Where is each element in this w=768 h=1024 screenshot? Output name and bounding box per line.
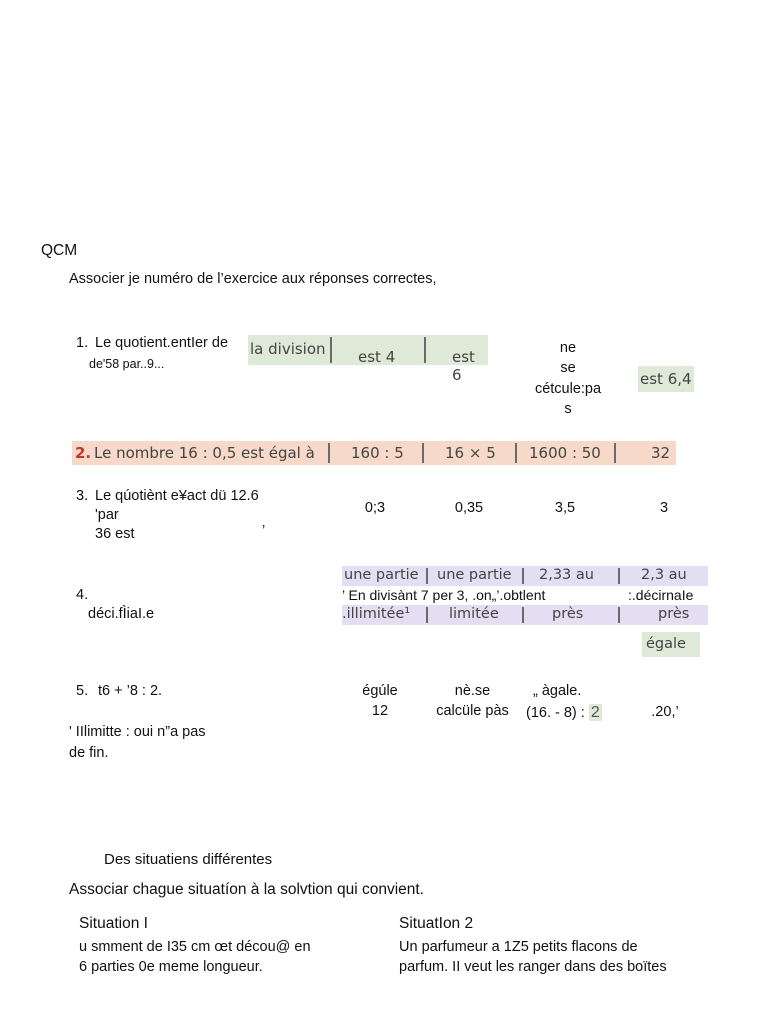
q2-answer-1: 160 : 5 [351, 444, 404, 462]
footnote-line1: ' IIlimitte : oui n”a pas [69, 724, 206, 740]
q5-number: 5. [76, 683, 89, 699]
situation-2-line2: parfum. II veut les ranger dans des boïtes [399, 959, 667, 975]
q2-answer-4: 32 [651, 444, 671, 462]
q4-overlay-text: ’ En divisànt 7 per 3, .on„’.obtlent [342, 587, 546, 603]
situation-1-line2: 6 parties 0e meme longueur. [79, 959, 263, 975]
q4-bottom-4: près [658, 606, 690, 622]
q4-extra-box [642, 632, 700, 657]
q3-answer-3: 3,5 [554, 500, 576, 516]
q1-answer-4: est 6,4 [640, 370, 692, 388]
q1-answer-3-line: cétcule:pa [534, 380, 602, 397]
q1-text-line1: Le quotient.entIer de [95, 335, 229, 351]
q4-top-4: 2,3 au [641, 567, 687, 583]
q1-answer-3-line: s [564, 400, 572, 417]
q3-mark: ’ [262, 523, 266, 539]
situation-2-line1: Un parfumeur a 1Z5 petits flacons de [399, 939, 638, 955]
q5-answer-2-line1: nè.se [454, 683, 491, 699]
q5-answer-3-line1: „ àgale. [533, 683, 582, 699]
q4-top-2: une partie [437, 567, 512, 583]
q4-top-3: 2,33 au [539, 567, 594, 583]
situation-1-line1: u smment de I35 cm œt décou@ en [79, 939, 311, 955]
q4-separator [426, 568, 428, 584]
q5-answer-3-digit: 2 [590, 703, 600, 721]
q1-scan-strip [248, 335, 488, 384]
q5-answer-1 [340, 682, 420, 721]
q5-answer-2-line2: calcüle pàs [436, 702, 509, 719]
situations-title: Des situatiens différentes [104, 851, 273, 868]
q2-answer-3: 1600 : 50 [529, 444, 601, 462]
q4-separator [618, 568, 620, 584]
situations-instruction: Associar chague situatíon à la solvtion qui convient. [69, 881, 424, 898]
q3-text-line1: Le qúotiènt e¥act dü 12.6 [95, 488, 259, 504]
q2-separator [422, 443, 424, 463]
q4-bottom-2: limitée [449, 606, 499, 622]
q4-separator [426, 607, 428, 623]
q3-answer-2: 0,35 [454, 500, 484, 516]
q4-separator [618, 607, 620, 623]
qcm-title: QCM [41, 242, 78, 259]
q5-answer-4: .20,’ [651, 704, 679, 720]
q4-top-strip [342, 566, 708, 586]
qcm-instruction: Associer je numéro de l’exercice aux réponses correctes, [69, 271, 437, 287]
q1-answer-3 [522, 338, 614, 419]
q4-separator [522, 607, 524, 623]
footnote-line2: de fin. [69, 745, 109, 761]
q1-answer-3-line: se [560, 360, 576, 377]
q4-text-line2: déci.fÌiaI.e [88, 606, 155, 622]
q1-answer-2: est 6 [452, 348, 475, 384]
q4-separator [522, 568, 524, 584]
q1-number: 1. [76, 335, 89, 351]
q2-separator [328, 443, 330, 463]
q2-number: 2. [75, 444, 92, 462]
q4-bottom-3: près [552, 606, 584, 622]
q1-answer-3-line: ne [559, 340, 577, 356]
q1-separator [330, 337, 332, 363]
q2-separator [614, 443, 616, 463]
q5-answer-2 [425, 682, 520, 721]
q3-answer-4: 3 [659, 500, 669, 516]
q1-answer-1: est 4 [358, 348, 396, 366]
q4-bottom-1: .illimitée¹ [342, 606, 411, 622]
q1-text-line2: de'58 par..9... [89, 357, 165, 371]
q5-answer-3-line2: (16. - 8) : [526, 704, 585, 721]
q3-text-line2: 'par [95, 507, 119, 523]
q3-number: 3. [76, 488, 89, 504]
q5-answer-3 [526, 682, 626, 723]
q4-number: 4. [76, 587, 89, 603]
q3-answer-1: 0;3 [364, 500, 386, 516]
q5-answer-3-line2-wrap [526, 702, 626, 724]
q3-text-line3: 36 est [95, 526, 135, 542]
q2-separator [515, 443, 517, 463]
q4-overlay-end: :.décirnaIe [628, 587, 694, 603]
q5-answer-1-line2: 12 [371, 702, 389, 719]
q2-answer-2: 16 × 5 [445, 444, 496, 462]
q4-extra: égale [646, 636, 686, 652]
q4-top-1: une partie [344, 567, 419, 583]
q2-scan-strip [72, 441, 676, 465]
q5-answer-1-line1: égúle [362, 683, 398, 699]
q5-text: t6 + ’8 : 2. [98, 683, 163, 699]
q1-separator [424, 337, 426, 363]
situation-1-title: Situation I [79, 915, 148, 932]
q4-bottom-strip [342, 605, 708, 625]
q2-text: Le nombre 16 : 0,5 est égal à [94, 444, 315, 462]
situation-2-title: SituatIon 2 [399, 915, 474, 932]
q1-answer-4-box [638, 366, 694, 392]
q1-scan-label: la division [250, 340, 326, 358]
